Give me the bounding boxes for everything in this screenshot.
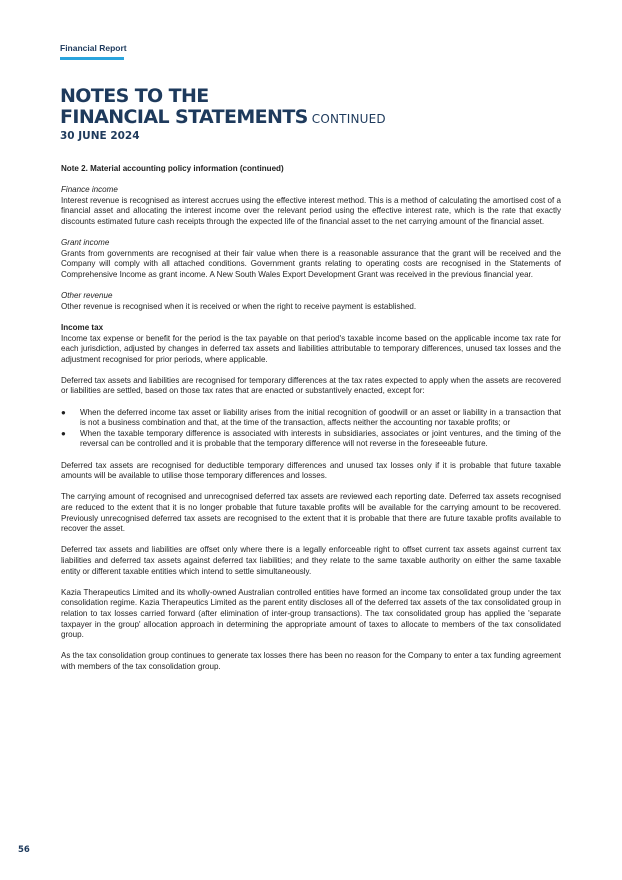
income-tax-paragraph-4: The carrying amount of recognised and unrecognised deferred tax assets are reviewed each reporting date. Deferred tax assets recognised are reduced to the extent that it is no longer probable that future taxable profits will be available for the carrying amount to be recovered. Previously unrecognised deferred tax assets are recognised to the extent that it is probable that there are future taxable profits available to recover the asset. (61, 492, 561, 534)
bullet-list-item (61, 408, 561, 429)
other-revenue-title: Other revenue (61, 291, 113, 301)
income-tax-paragraph-5: Deferred tax assets and liabilities are offset only where there is a legally enforceable right to offset current tax assets against current tax liabilities and deferred tax assets against deferred tax liabilities; and they relate to the same taxable authority on either the same taxable entity or different taxable entities which intend to settle simultaneously. (61, 545, 561, 576)
note-heading: Note 2. Material accounting policy information (continued) (61, 164, 284, 173)
finance-income-title: Finance income (61, 185, 118, 195)
page-title (60, 86, 386, 130)
grant-income-title: Grant income (61, 238, 110, 248)
other-revenue-text: Other revenue is recognised when it is received or when the right to receive payment is established. (61, 301, 417, 311)
page-date: 30 JUNE 2024 (60, 130, 140, 142)
income-tax-paragraph-3: Deferred tax assets are recognised for deductible temporary differences and unused tax losses only if it is probable that future taxable amounts will be available to utilise those temporary differences and losses. (61, 460, 561, 481)
finance-income-text: Interest revenue is recognised as interest accrues using the effective interest method. This is a method of calculating the amortised cost of a financial asset and allocating the interest income over the relevant period using the effective interest rate, which is the rate that exactly discounts estimated future cash receipts through the expected life of the financial asset to the net carrying amount of the financial asset. (61, 195, 561, 226)
bullet-icon: ● (61, 428, 66, 438)
title-line-2 (60, 107, 386, 130)
income-tax-paragraph-1: Income tax expense or benefit for the period is the tax payable on that period's taxable income based on the applicable income tax rate for each jurisdiction, adjusted by changes in deferred tax assets and liabilities attributable to temporary differences, unused tax losses and the adjustment recognised for prior periods, where applicable. (61, 333, 561, 364)
grant-income-text: Grants from governments are recognised at their fair value when there is a reasonable assurance that the grant will be received and the Company will comply with all attached conditions. Government grants relating to operating costs are recognised in the Statements of Comprehensive Income as grant income. A New South Wales Export Development Grant was received in the previous financial year. (61, 248, 561, 279)
income-tax-paragraph-2: Deferred tax assets and liabilities are recognised for temporary differences at the tax rates expected to apply when the assets are recovered or liabilities are settled, based on those tax rates that are enacted or substantively enacted, except for: (61, 375, 561, 396)
bullet-icon: ● (61, 407, 66, 417)
title-line-1: NOTES TO THE (60, 85, 209, 107)
title-line-2-text: FINANCIAL STATEMENTS (60, 106, 308, 128)
report-label: Financial Report (60, 43, 127, 53)
report-label-underline (60, 57, 124, 60)
bullet-text: When the taxable temporary difference is associated with interests in subsidiaries, associates or joint ventures, and the timing of the reversal can be controlled and it is probable that the temporary difference will not reverse in the foreseeable future. (80, 428, 561, 449)
income-tax-paragraph-6: Kazia Therapeutics Limited and its wholly-owned Australian controlled entities have formed an income tax consolidated group under the tax consolidation regime. Kazia Therapeutics Limited as the parent entity discloses all of the deferred tax assets of the tax consolidated group in relation to tax losses carried forward (after elimination of inter-group transactions). The tax consolidated group has applied the 'separate taxpayer in the group' allocation approach in determining the appropriate amount of taxes to allocate to members of the tax consolidated group. (61, 587, 561, 640)
title-continued: CONTINUED (311, 112, 386, 126)
page-number: 56 (18, 845, 30, 855)
bullet-text: When the deferred income tax asset or liability arises from the initial recognition of goodwill or an asset or liability in a transaction that is not a business combination and that, at the time of the transaction, affects neither the accounting nor taxable profits; or (80, 407, 561, 428)
income-tax-title: Income tax (61, 322, 104, 332)
income-tax-paragraph-7: As the tax consolidation group continues to generate tax losses there has been no reason for the Company to enter a tax funding agreement with members of the tax consolidation group. (61, 651, 561, 671)
note-body (61, 164, 561, 673)
bullet-list-item (61, 429, 561, 450)
